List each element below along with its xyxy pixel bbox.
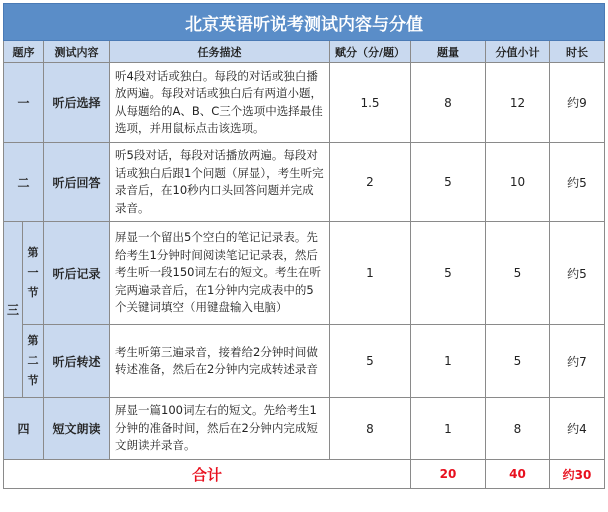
task-description: 听5段对话，每段对话播放两遍。每段对话或独白后跟1个问题（屏显），考生听完录音后，在10秒内口头回答问题并完成录音。 — [110, 143, 330, 222]
total-label: 合计 — [4, 460, 411, 489]
total-subtotal: 40 — [486, 460, 550, 489]
header-count: 题量 — [411, 41, 486, 63]
title-row — [4, 4, 605, 41]
duration: 约5 — [550, 222, 605, 325]
header-score: 赋分（分/题） — [330, 41, 411, 63]
total-count: 20 — [411, 460, 486, 489]
section-number: 三 — [4, 222, 23, 398]
table-row — [4, 63, 605, 143]
duration: 约7 — [550, 325, 605, 398]
task-description: 听4段对话或独白。每段的对话或独白播放两遍。每段对话或独白后有两道小题，从每题给的A、B、C三个选项中选择最佳选项，并用鼠标点击该选项。 — [110, 63, 330, 143]
header-row — [4, 41, 605, 63]
header-description: 任务描述 — [110, 41, 330, 63]
score-subtotal: 8 — [486, 398, 550, 460]
header-content: 测试内容 — [44, 41, 110, 63]
subsection-text: 第一节 — [27, 246, 39, 299]
item-count: 1 — [411, 398, 486, 460]
score-subtotal: 5 — [486, 325, 550, 398]
score-subtotal: 10 — [486, 143, 550, 222]
duration: 约5 — [550, 143, 605, 222]
section-number: 四 — [4, 398, 44, 460]
duration: 约9 — [550, 63, 605, 143]
header-duration: 时长 — [550, 41, 605, 63]
task-description: 考生听第三遍录音，接着给2分钟时间做转述准备，然后在2分钟内完成转述录音 — [110, 325, 330, 398]
item-count: 5 — [411, 143, 486, 222]
table-title: 北京英语听说考测试内容与分值 — [4, 4, 605, 41]
header-subtotal: 分值小计 — [486, 41, 550, 63]
item-count: 5 — [411, 222, 486, 325]
total-row — [4, 460, 605, 489]
section-number: 二 — [4, 143, 44, 222]
test-content: 听后回答 — [44, 143, 110, 222]
score-per-item: 8 — [330, 398, 411, 460]
duration: 约4 — [550, 398, 605, 460]
table-row — [4, 143, 605, 222]
test-content: 听后选择 — [44, 63, 110, 143]
table-row — [4, 222, 605, 325]
item-count: 8 — [411, 63, 486, 143]
score-per-item: 1.5 — [330, 63, 411, 143]
task-description: 屏显一篇100词左右的短文。先给考生1分钟的准备时间，然后在2分钟内完成短文朗读并录音。 — [110, 398, 330, 460]
score-subtotal: 5 — [486, 222, 550, 325]
table-row — [4, 398, 605, 460]
score-per-item: 2 — [330, 143, 411, 222]
subsection-text: 第二节 — [27, 334, 39, 387]
score-table-container — [3, 3, 604, 508]
score-per-item: 5 — [330, 325, 411, 398]
test-content: 听后转述 — [44, 325, 110, 398]
header-section: 题序 — [4, 41, 44, 63]
section-number: 一 — [4, 63, 44, 143]
score-per-item: 1 — [330, 222, 411, 325]
test-content: 听后记录 — [44, 222, 110, 325]
subsection-label — [23, 222, 44, 325]
score-subtotal: 12 — [486, 63, 550, 143]
item-count: 1 — [411, 325, 486, 398]
task-description: 屏显一个留出5个空白的笔记记录表。先给考生1分钟时间阅读笔记记录表，然后考生听一段150词左右的短文。考生在听完两遍录音后，在1分钟内完成表中的5个关键词填空（用键盘输入电脑） — [110, 222, 330, 325]
total-duration: 约30 — [550, 460, 605, 489]
subsection-label — [23, 325, 44, 398]
table-row — [4, 325, 605, 398]
score-table — [3, 3, 605, 489]
test-content: 短文朗读 — [44, 398, 110, 460]
